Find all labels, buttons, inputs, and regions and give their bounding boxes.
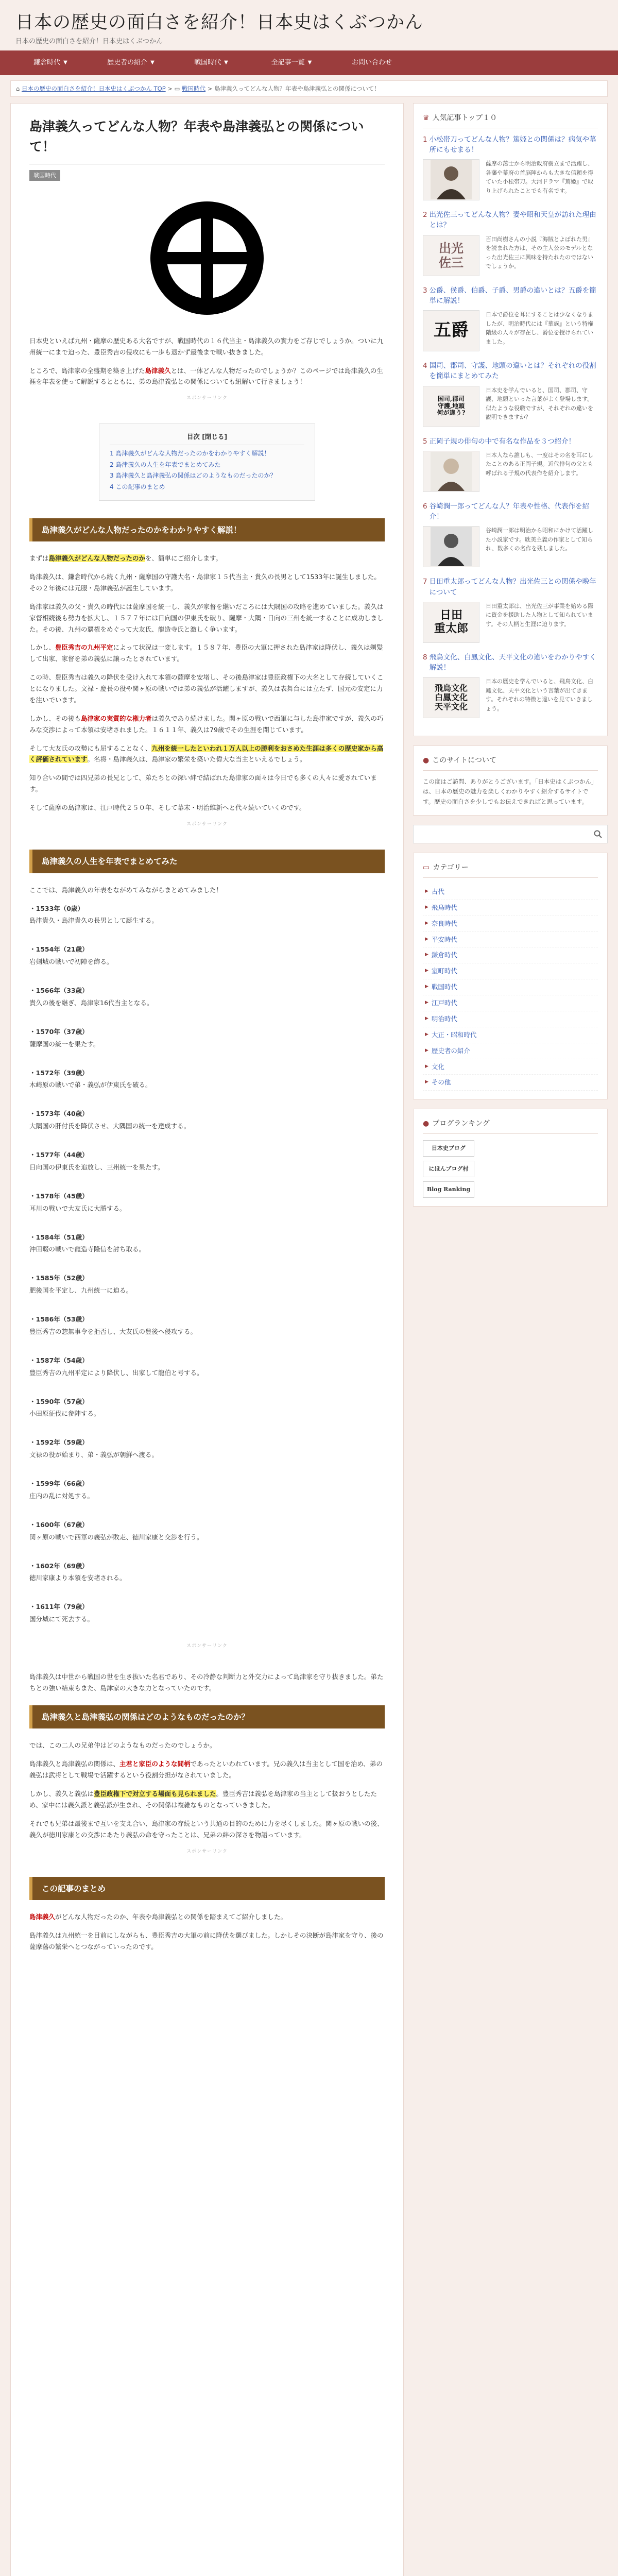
marker-text: 豊臣政権下で対立する場面も見られました — [94, 1790, 216, 1798]
timeline-date: ・1584年（51歳） — [29, 1233, 89, 1241]
rank-number: 8 — [423, 653, 427, 662]
body-paragraph — [29, 1788, 385, 1811]
text-run: そして大友氏の攻勢にも屈することなく、 — [29, 744, 152, 752]
site-title[interactable]: 日本の歴史の面白さを紹介！日本史はくぶつかん — [15, 12, 424, 33]
breadcrumb-current: 島津義久ってどんな人物？年表や島津義弘との関係について！ — [214, 85, 380, 92]
toc-list — [110, 448, 304, 493]
category-link[interactable] — [423, 916, 598, 932]
widget-title-text: カテゴリー — [433, 863, 469, 872]
widget-title — [423, 112, 598, 128]
timeline-text: 大隅国の肝付氏を降伏させ、大隅国の統一を達成する。 — [29, 1122, 191, 1130]
timeline-date: ・1599年（66歳） — [29, 1480, 89, 1487]
bullet-icon: ▶ — [425, 920, 428, 926]
text-thumbnail[interactable] — [423, 310, 479, 351]
timeline-date: ・1566年（33歳） — [29, 987, 89, 994]
ranking-item[interactable] — [423, 285, 598, 353]
thumbnail-text: 国司,郡司 守護,地頭 何が違う? — [437, 395, 466, 417]
category-label: 鎌倉時代 — [431, 951, 457, 959]
ranking-body — [423, 602, 598, 644]
ranking-title-text: 小松帯刀ってどんな人物？篤姫との関係は？病気や墓所にもせまる！ — [429, 135, 596, 154]
category-list — [423, 884, 598, 1091]
nav-item-kamakura[interactable] — [10, 57, 91, 69]
timeline-date: ・1572年（39歳） — [29, 1069, 89, 1077]
ranking-body — [423, 451, 598, 493]
blog-ranking-badge[interactable] — [423, 1140, 474, 1157]
timeline-entry — [29, 1561, 385, 1584]
timeline-date: ・1533年（0歳） — [29, 904, 84, 912]
highlight-text: 島津義久 — [145, 366, 171, 375]
portrait-thumbnail[interactable] — [423, 526, 479, 567]
text-thumbnail[interactable] — [423, 602, 479, 643]
text-run: を、簡単にご紹介します。 — [145, 554, 222, 563]
ranking-title[interactable] — [423, 501, 598, 522]
timeline-text: 豊臣秀吉の九州平定により降伏し、出家して龍伯と号する。 — [29, 1368, 203, 1377]
widget-title-text: このサイトについて — [432, 756, 496, 765]
ad-slot-label: スポンサーリンク — [186, 396, 228, 401]
category-label: 奈良時代 — [431, 919, 457, 927]
intro-paragraph — [29, 365, 385, 388]
timeline-date: ・1587年（54歳） — [29, 1356, 89, 1364]
about-text: この度はご訪問、ありがとうございます。「日本史はくぶつかん」は、日本の歴史の魅力を楽しくわかりやすく紹介するサイトです。歴史の面白さを少しでもお伝えできればと思っています。 — [423, 777, 597, 805]
ranking-title[interactable] — [423, 361, 598, 382]
body-paragraph — [29, 1758, 385, 1781]
category-link[interactable] — [423, 884, 598, 900]
about-widget — [413, 745, 608, 816]
ranking-badge[interactable] — [423, 1181, 474, 1198]
ranking-badges — [423, 1140, 598, 1198]
nav-item-contact[interactable] — [332, 57, 412, 69]
breadcrumb-home-link[interactable]: 日本の歴史の面白さを紹介！日本史はくぶつかん TOP — [21, 85, 166, 92]
blog-ranking-widget — [413, 1109, 608, 1207]
ranking-item[interactable] — [423, 577, 598, 644]
breadcrumb — [10, 80, 608, 97]
toc-item[interactable]: 3 島津義久と島津義弘の関係はどのようなものだったのか？ — [110, 472, 277, 480]
timeline-text: 文禄の役が始まり、弟・義弘が朝鮮へ渡る。 — [29, 1451, 159, 1459]
search-icon — [594, 830, 602, 838]
category-label: 戦国時代 — [431, 983, 457, 991]
category-link[interactable] — [423, 1011, 598, 1027]
chevron-down-icon: ▼ — [224, 60, 228, 66]
text-run: 。名将・島津義久は、島津家の繁栄を築いた偉大な当主といえるでしょう。 — [87, 755, 306, 764]
timeline-entry — [29, 1314, 385, 1337]
info-icon: ● — [423, 756, 430, 765]
person-portrait-icon — [431, 160, 472, 199]
shimazu-crest-image — [29, 196, 385, 320]
intro-paragraph: 日本史といえば九州・薩摩の歴史ある大名ですが、戦国時代の１６代当主・島津義久の實力をご存じでしょうか。ついに九州統一にまで迫った、豊臣秀吉の侵攻にも一歩も退かず最後まで戦い抜きました。 — [29, 336, 384, 356]
ranking-excerpt: 谷崎潤一郎は明治から昭和にかけて活躍した小説家です。耽美主義の作家として知られ、数多くの名作を残しました。 — [486, 527, 593, 552]
toc-item[interactable]: 2 島津義久の人生を年表でまとめてみた — [110, 461, 221, 468]
category-link[interactable] — [423, 995, 598, 1011]
category-link[interactable] — [423, 947, 598, 963]
body-paragraph: 島津義久は九州統一を目前にしながらも、豊臣秀吉の大軍の前に降伏を選びました。しかしその決断が島津家を守り、後の薩摩藩の繁栄へとつながっていったのです。 — [29, 1931, 384, 1951]
timeline-entry — [29, 1396, 385, 1420]
nav-item-all-articles[interactable] — [251, 57, 332, 69]
ranking-body — [423, 386, 598, 428]
text-run: 。豊臣秀吉は義弘を島津家の当主として扱おうとしたため、家中には義久派と義弘派が生まれ、その関係は複雑なものとなっていきました。 — [29, 1790, 377, 1809]
home-icon: ⌂ — [16, 85, 20, 92]
chevron-down-icon: ▼ — [63, 60, 67, 66]
ranking-title-text: 国司、郡司、守護、地頭の違いとは？それぞれの役割を簡単にまとめてみた — [429, 362, 596, 381]
bullet-icon: ▶ — [425, 1031, 428, 1037]
timeline-entry — [29, 1191, 385, 1214]
ranking-item[interactable] — [423, 210, 598, 277]
timeline-entry — [29, 1519, 385, 1543]
timeline-text: 徳川家康より本領を安堵される。 — [29, 1574, 126, 1582]
ranking-item[interactable] — [423, 501, 598, 569]
timeline-entry — [29, 1601, 385, 1625]
text-thumbnail[interactable] — [423, 386, 479, 427]
bullet-icon: ▶ — [425, 1063, 428, 1069]
category-link[interactable] — [423, 1075, 598, 1091]
folder-icon: ▭ — [174, 85, 180, 92]
nav-label: お問い合わせ — [351, 58, 392, 66]
timeline-entry — [29, 1437, 385, 1461]
ranking-excerpt: 日本の歴史を学んでいると、飛鳥文化、白鳳文化、天平文化という言葉が出てきます。それぞれの特徴と違いを見ていきましょう。 — [486, 678, 593, 713]
category-label: 明治時代 — [431, 1014, 457, 1023]
nav-item-sengoku[interactable] — [171, 57, 251, 69]
bullet-icon: ▶ — [425, 1079, 428, 1085]
timeline-date: ・1585年（52歳） — [29, 1274, 89, 1282]
category-link[interactable] — [423, 932, 598, 948]
ranking-item[interactable] — [423, 361, 598, 428]
ad-slot-label: スポンサーリンク — [186, 1849, 228, 1854]
table-of-contents — [99, 423, 315, 500]
body-paragraph: この時、豊臣秀吉は義久の降伏を受け入れて本領の薩摩を安堵し、その後島津家は豊臣政権下の大名として存続していくことになりました。文禄・慶長の役や関ヶ原の戦いでは弟の義弘が活躍しますが、義久は表舞台には立たず、国元の安定に力を注いでいます。 — [29, 673, 384, 704]
section-heading: 島津義久がどんな人物だったのかをわかりやすく解説！ — [29, 518, 385, 542]
highlight-text: 島津家の実質的な権力者 — [81, 714, 152, 722]
ranking-title[interactable] — [423, 652, 598, 673]
text-run: とは、一体どんな人物だったのでしょうか？このページでは島津義久の生涯を年表を使って解説するとともに、弟の島津義弘との関係についても紐解いて行きましょう！ — [29, 366, 383, 386]
section-heading: 島津義久と島津義弘の関係はどのようなものだったのか？ — [29, 1705, 385, 1729]
timeline-date: ・1570年（37歳） — [29, 1027, 89, 1036]
body-paragraph: 島津家は義久の父・貴久の時代には薩摩国を統一し、義久が家督を継いだころには大隅国の攻略を進めていました。義久は家督相続後も勢力を拡大し、１５７７年には日向国の伊東氏を破り、薩摩・大隅・日向の三州を統一することに成功しました。その後、九州の覇権をめぐって大友氏、龍造寺氏と激しく争います。 — [29, 602, 384, 633]
badge-label: Blog Ranking — [426, 1186, 471, 1193]
timeline-entry — [29, 1149, 385, 1173]
blog-mura-badge[interactable] — [423, 1161, 474, 1177]
section-heading: 島津義久の人生を年表でまとめてみた — [29, 850, 385, 873]
timeline — [29, 903, 385, 1625]
article-title: 島津義久ってどんな人物？年表や島津義弘との関係について！ — [29, 117, 385, 165]
body-paragraph: では、この二人の兄弟仲はどのようなものだったのでしょうか。 — [29, 1741, 216, 1750]
body-paragraph — [29, 1911, 385, 1923]
timeline-entry — [29, 1232, 385, 1256]
ranking-excerpt: 薩摩の藩士から明治政府樹立まで活躍し、各藩や幕府の首脳陣からも大きな信頼を得ていた小松帯刀。大河ドラマ『篤姫』で取り上げられたことでも有名です。 — [486, 160, 593, 194]
section-heading: この記事のまとめ — [29, 1877, 385, 1901]
ranking-body — [423, 677, 598, 719]
timeline-text: 沖田畷の戦いで龍造寺隆信を討ち取る。 — [29, 1245, 146, 1253]
site-header — [0, 0, 618, 50]
category-link[interactable] — [423, 1043, 598, 1059]
timeline-entry — [29, 1108, 385, 1132]
timeline-entry — [29, 1067, 385, 1091]
timeline-text: 貴久の後を継ぎ、島津家16代当主となる。 — [29, 998, 153, 1007]
text-run: しかし、その後も — [29, 714, 81, 722]
text-run: しかし、義久と義弘は — [29, 1790, 94, 1798]
timeline-date: ・1600年（67歳） — [29, 1520, 89, 1529]
timeline-text: 肥後国を平定し、九州統一に迫る。 — [29, 1286, 133, 1295]
category-label: 平安時代 — [431, 935, 457, 943]
widget-title — [423, 861, 598, 878]
breadcrumb-separator: > — [167, 85, 175, 92]
crown-icon: ♛ — [423, 114, 430, 122]
rank-number: 5 — [423, 437, 427, 446]
body-paragraph: ここでは、島津義久の年表をながめてみながらまとめてみました！ — [29, 886, 223, 894]
person-portrait-icon — [431, 452, 472, 491]
bullet-icon: ▶ — [425, 968, 428, 974]
timeline-text: 関ヶ原の戦いで西軍の義弘が敗走、徳川家康と交渉を行う。 — [29, 1533, 203, 1541]
ranking-body — [423, 235, 598, 277]
category-label: 江戸時代 — [431, 999, 457, 1007]
widget-title-text: 人気記事トップ１０ — [432, 114, 497, 122]
portrait-thumbnail[interactable] — [423, 159, 479, 200]
ad-slot-label: スポンサーリンク — [186, 1643, 228, 1649]
timeline-entry — [29, 1355, 385, 1379]
timeline-entry — [29, 944, 385, 968]
text-thumbnail[interactable] — [423, 235, 479, 276]
search-button[interactable] — [589, 825, 607, 843]
body-paragraph: そして薩摩の島津家は、江戸時代２５０年、そして幕末・明治維新へと代々続いていくのです。 — [29, 804, 306, 812]
category-link[interactable] — [423, 1059, 598, 1075]
sidebar — [413, 103, 608, 1216]
timeline-text: 日向国の伊東氏を追放し、三州統一を果たす。 — [29, 1163, 164, 1171]
highlight-text: 主君と家臣のような間柄 — [119, 1760, 191, 1768]
badge-label: にほんブログ村 — [428, 1165, 469, 1173]
timeline-date: ・1611年（79歳） — [29, 1603, 89, 1611]
ranking-title-text: 日田重太郎ってどんな人物？出光佐三との関係や晩年について — [429, 578, 596, 597]
toc-item[interactable]: 4 この記事のまとめ — [110, 483, 165, 490]
bullet-icon: ▶ — [425, 904, 428, 910]
text-run: まずは — [29, 554, 49, 563]
ranking-excerpt: 日田重太郎は、出光佐三が事業を始める際に資金を援助した人物として知られています。その人柄と生涯に迫ります。 — [486, 602, 593, 628]
folder-icon: ▭ — [423, 863, 430, 872]
ranking-item[interactable] — [423, 436, 598, 493]
category-link[interactable] — [423, 1027, 598, 1043]
text-run: 島津義久と島津義弘の関係は、 — [29, 1760, 120, 1768]
body-paragraph — [29, 553, 385, 564]
text-run: であったといわれています。兄の義久は当主として国を治め、弟の義弘は武将として戦場で活躍するという役割分担がなされていました。 — [29, 1760, 383, 1780]
categories-widget — [413, 853, 608, 1099]
category-label: 古代 — [431, 887, 444, 895]
timeline-text: 木崎原の戦いで弟・義弘が伊東氏を破る。 — [29, 1081, 152, 1089]
timeline-date: ・1578年（45歳） — [29, 1192, 89, 1200]
rank-number: 7 — [423, 578, 427, 586]
ranking-title[interactable] — [423, 210, 598, 231]
ad-slot-label: スポンサーリンク — [186, 821, 228, 827]
timeline-date: ・1586年（53歳） — [29, 1315, 89, 1323]
category-link[interactable] — [423, 979, 598, 995]
timeline-text: 国分城にて死去する。 — [29, 1615, 94, 1623]
ranking-title[interactable] — [423, 285, 598, 307]
chevron-down-icon: ▼ — [307, 60, 312, 66]
portrait-thumbnail[interactable] — [423, 451, 479, 492]
bullet-icon: ▶ — [425, 984, 428, 990]
timeline-date: ・1554年（21歳） — [29, 945, 89, 954]
ranking-title[interactable] — [423, 134, 598, 156]
timeline-entry — [29, 1478, 385, 1502]
ranking-excerpt: 日本で爵位を耳にすることは少なくなりましたが、明治時代には『華族』という特権階級の人々が存在し、爵位を授けられていました。 — [486, 311, 593, 345]
maru-ni-jujimonji-icon — [145, 196, 269, 320]
category-label: 文化 — [431, 1062, 444, 1071]
toc-item[interactable]: 1 島津義久がどんな人物だったのかをわかりやすく解説！ — [110, 450, 270, 457]
ranking-body — [423, 310, 598, 352]
bullet-icon: ▶ — [425, 1000, 428, 1006]
ranking-item[interactable] — [423, 652, 598, 720]
nav-label: 戦国時代 — [194, 58, 221, 66]
site-tagline: 日本の歴史の面白さを紹介！日本史はくぶつかん — [15, 37, 163, 45]
text-run: ところで、島津家の全盛期を築き上げた — [29, 366, 145, 375]
marker-text: 島津義久がどんな人物だったのか — [48, 554, 146, 563]
thumbnail-text: 飛鳥文化 白鳳文化 天平文化 — [434, 683, 468, 712]
body-paragraph: 島津義久は中世から戦国の世を生き抜いた名君であり、その冷静な判断力と外交力によって島津家を守り抜きました。弟たちとの強い結束もまた、島津家の大きな力となっていたのです。 — [29, 1673, 384, 1692]
category-label: 飛鳥時代 — [431, 903, 457, 911]
body-paragraph: それでも兄弟は最後まで互いを支え合い、島津家の存続という共通の目的のために力を尽くしました。関ヶ原の戦いの後、義久が徳川家康との交渉にあたり義弘の命を守ったことは、兄弟の絆の深さを物語っています。 — [29, 1819, 384, 1839]
rank-number: 4 — [423, 362, 427, 370]
text-run: によって状況は一変します。１５８７年、豊臣の大軍に押された島津家は降伏し、義久は剃髪して出家、家督を弟の義弘に譲ったとされています。 — [29, 643, 383, 663]
rank-number: 1 — [423, 135, 427, 144]
ranking-title-text: 出光佐三ってどんな人物？妻や昭和天皇が訪れた理由とは？ — [429, 211, 596, 230]
bullet-icon: ▶ — [425, 952, 428, 958]
timeline-text: 耳川の戦いで大友氏に大勝する。 — [29, 1204, 126, 1212]
text-run: がどんな人物だったのか、年表や島津義弘との関係を踏まえてご紹介しました。 — [55, 1913, 287, 1921]
category-label: 大正・昭和時代 — [431, 1030, 477, 1039]
ranking-title-text: 飛鳥文化、白鳳文化、天平文化の違いをわかりやすく解説！ — [429, 653, 596, 672]
timeline-text: 薩摩国の統一を果たす。 — [29, 1040, 100, 1048]
timeline-text: 豊臣秀吉の惣無事令を拒否し、大友氏の豊後へ侵攻する。 — [29, 1327, 197, 1335]
body-paragraph — [29, 713, 385, 736]
thumbnail-text: 出光 佐三 — [439, 240, 464, 270]
rank-number: 6 — [423, 502, 427, 511]
widget-title-text: ブログランキング — [432, 1120, 490, 1128]
ranking-widget — [413, 103, 608, 736]
marker-text: 九州を統一したといわれ１万人以上の勝利をおさめた生涯は多くの歴史家から高く評価されています — [29, 744, 384, 764]
text-thumbnail[interactable] — [423, 677, 479, 718]
category-badge[interactable]: 戦国時代 — [29, 170, 60, 181]
bullet-icon: ▶ — [425, 888, 428, 894]
ranking-title-text: 公爵、侯爵、伯爵、子爵、男爵の違いとは？五爵を簡単に解説！ — [429, 286, 596, 305]
category-link[interactable] — [423, 900, 598, 916]
nav-item-people[interactable] — [91, 57, 171, 69]
breadcrumb-category-link[interactable]: 戦国時代 — [182, 85, 206, 92]
highlight-text: 島津義久 — [29, 1913, 56, 1921]
timeline-entry — [29, 903, 385, 927]
timeline-date: ・1577年（44歳） — [29, 1151, 89, 1159]
rank-number: 3 — [423, 286, 427, 295]
ranking-item[interactable] — [423, 134, 598, 202]
timeline-entry — [29, 985, 385, 1009]
widget-title — [423, 1117, 598, 1134]
timeline-date: ・1592年（59歳） — [29, 1438, 89, 1447]
timeline-date: ・1602年（69歳） — [29, 1562, 89, 1570]
ranking-body — [423, 526, 598, 568]
category-label: 歴史者の紹介 — [431, 1046, 470, 1055]
category-link[interactable] — [423, 963, 598, 979]
timeline-text: 島津貴久・島津貴久の長男として誕生する。 — [29, 917, 159, 925]
body-paragraph: 島津義久は、鎌倉時代から続く九州・薩摩国の守護大名・島津家１５代当主・貴久の長男として1533年に誕生しました。その２年後には元服・島津義弘が誕生しています。 — [29, 573, 381, 592]
nav-label: 全記事一覧 — [271, 58, 305, 66]
ranking-icon: ● — [423, 1120, 430, 1128]
breadcrumb-separator: > — [207, 85, 215, 92]
ranking-excerpt: 日本史を学んでいると、国司、郡司、守護、地頭といった言葉がよく登場します。似たような役職ですが、それぞれの違いを説明できますか？ — [486, 386, 593, 421]
bullet-icon: ▶ — [425, 1015, 428, 1021]
ranking-title[interactable] — [423, 577, 598, 598]
timeline-date: ・1573年（40歳） — [29, 1110, 89, 1118]
ranking-title-text: 正岡子規の俳句の中で有名な作品を３つ紹介！ — [429, 437, 576, 446]
body-paragraph: 知り合いの間では四兄弟の長兄として、弟たちとの深い絆で結ばれた島津家の面々は今日でも多くの人々に愛されています。 — [29, 774, 377, 793]
ranking-body — [423, 159, 598, 201]
search-input[interactable] — [414, 825, 589, 843]
thumbnail-text: 日田 重太郎 — [434, 608, 468, 635]
badge-label: 日本史ブログ — [432, 1145, 466, 1152]
toc-title[interactable]: 目次 [閉じる] — [110, 431, 304, 445]
timeline-text: 小田原征伐に参陣する。 — [29, 1410, 100, 1418]
nav-label: 歴史者の紹介 — [107, 58, 148, 66]
person-portrait-icon — [431, 527, 472, 566]
ranking-excerpt: 百田尚樹さんの小説『海賊とよばれた男』を読まれた方は、その主人公のモデルとなった出光佐三に興味を持たれたのではないでしょうか。 — [486, 235, 593, 270]
rank-number: 2 — [423, 211, 427, 219]
thumbnail-text: 五爵 — [434, 320, 469, 341]
category-label: その他 — [431, 1078, 451, 1087]
bullet-icon: ▶ — [425, 1047, 428, 1053]
body-paragraph — [29, 743, 385, 766]
article — [10, 103, 404, 2576]
nav-label: 鎌倉時代 — [33, 58, 61, 66]
timeline-text: 岩剣城の戦いで初陣を飾る。 — [29, 958, 113, 966]
chevron-down-icon: ▼ — [150, 60, 154, 66]
ranking-excerpt: 日本人なら誰しも、一度はその名を耳にしたことのある正岡子規。近代俳句の父とも呼ばれる子規の代表作を紹介します。 — [486, 451, 593, 477]
ranking-title-text: 谷崎潤一郎ってどんな人？年表や性格、代表作を紹介！ — [429, 502, 590, 521]
body-paragraph — [29, 642, 385, 665]
timeline-entry — [29, 1273, 385, 1296]
highlight-text: 豊臣秀吉の九州平定 — [55, 643, 113, 652]
timeline-date: ・1590年（57歳） — [29, 1397, 89, 1405]
widget-title — [423, 754, 598, 771]
category-label: 室町時代 — [431, 967, 457, 975]
ranking-title[interactable] — [423, 436, 598, 447]
bullet-icon: ▶ — [425, 936, 428, 942]
timeline-entry — [29, 1026, 385, 1050]
timeline-text: 庄内の乱に対処する。 — [29, 1492, 94, 1500]
text-run: は義久であり続けました。関ヶ原の戦いで西軍に与した島津家ですが、義久の巧みな交渉によって本領は安堵されました。１６１１年、義久は79歳でその生涯を閉じています。 — [29, 714, 384, 734]
search-box — [413, 825, 608, 843]
text-run: しかし、 — [29, 643, 56, 652]
global-nav — [0, 50, 618, 75]
